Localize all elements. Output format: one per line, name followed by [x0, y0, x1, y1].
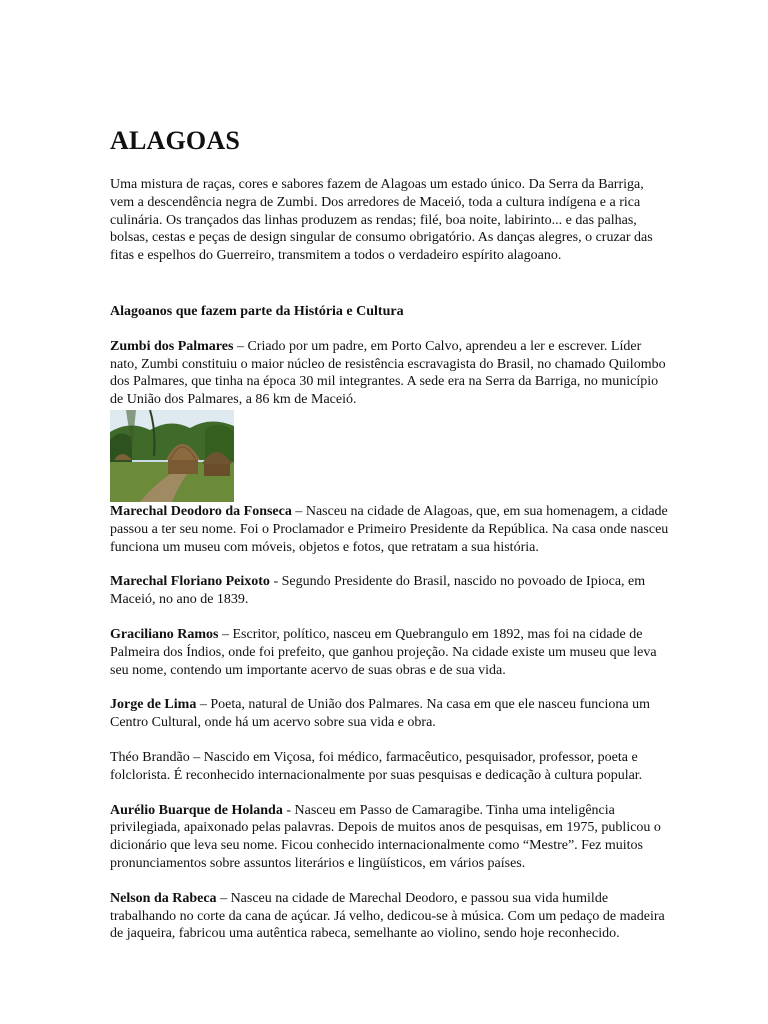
entry-text: – Nasceu na cidade de Alagoas, que, em sua homenagem, a cidade passou a ter seu nome. Foi o Proclamador e Primeiro Presidente da República. Na casa onde nasceu funciona um museu com móveis, objetos e fotos, que retratam a sua história. — [110, 503, 669, 555]
entry-aurelio — [110, 802, 670, 873]
section-heading: Alagoanos que fazem parte da História e Cultura — [110, 303, 404, 319]
entry-text: – Poeta, natural de União dos Palmares. Na casa em que ele nasceu funciona um Centro Cultural, onde há um acervo sobre sua vida e obra. — [110, 697, 651, 731]
entry-nelson — [110, 890, 670, 943]
entry-text: - Segundo Presidente do Brasil, nascido no povoado de Ipioca, em Maceió, no ano de 1839. — [110, 574, 646, 608]
entry-name: Marechal Floriano Peixoto — [110, 574, 270, 590]
entry-text: - Nasceu em Passo de Camaragibe. Tinha uma inteligência privilegiada, apaixonado pelas palavras. Depois de muitos anos de pesquisas, em 1975, publicou o dicionário que leva seu nome. Ficou conhecido internacionalmente como “Mestre”. Fez muitos pronunciamentos sobre assuntos literários e lingüísticos, em vários países. — [110, 802, 661, 871]
entry-floriano — [110, 573, 670, 609]
entry-text: – Nasceu na cidade de Marechal Deodoro, e passou sua vida humilde trabalhando no corte da cana de açúcar. Já velho, dedicou-se à música. Com um pedaço de madeira de jaqueira, fabricou uma autêntica rabeca, semelhante ao violino, sendo hoje reconhecido. — [110, 890, 665, 942]
page-title: ALAGOAS — [110, 126, 240, 155]
entry-jorge-de-lima — [110, 696, 670, 732]
quilombo-huts-photo — [110, 410, 234, 502]
entry-zumbi — [110, 338, 670, 409]
entry-deodoro — [110, 503, 670, 556]
entry-graciliano — [110, 626, 670, 679]
intro-paragraph: Uma mistura de raças, cores e sabores fazem de Alagoas um estado único. Da Serra da Barriga, vem a descendência negra de Zumbi. Dos arredores de Maceió, toda a cultura indígena e a rica culinária. Os trançados das linhas produzem as rendas; filé, boa noite, labirinto... e das palhas, bolsas, cestas e peças de design singular de consumo obrigatório. As danças alegres, o cruzar das fitas e espelhos do Guerreiro, transmitem a todos o verdadeiro espírito alagoano. — [110, 177, 653, 264]
entry-name: Marechal Deodoro da Fonseca — [110, 503, 292, 519]
entry-name: Zumbi dos Palmares — [110, 338, 234, 354]
entry-text: – Escritor, político, nasceu em Quebrangulo em 1892, mas foi na cidade de Palmeira dos Índios, onde foi prefeito, que ganhou projeção. Na cidade existe um museu que leva seu nome, contendo um importante acervo de suas obras e de sua vida. — [110, 626, 657, 678]
entry-name: Jorge de Lima — [110, 697, 197, 713]
entry-name: Nelson da Rabeca — [110, 890, 217, 906]
entry-name: Aurélio Buarque de Holanda — [110, 802, 283, 818]
document-page — [110, 124, 670, 943]
entry-text: Théo Brandão – Nascido em Viçosa, foi médico, farmacêutico, pesquisador, professor, poeta e folclorista. É reconhecido internacionalmente por suas pesquisas e dedicação à cultura popular. — [110, 749, 643, 783]
entry-name: Graciliano Ramos — [110, 626, 219, 642]
entry-theo-brandao — [110, 749, 670, 785]
entry-text: – Criado por um padre, em Porto Calvo, aprendeu a ler e escrever. Líder nato, Zumbi constituiu o maior núcleo de resistência escravagista do Brasil, no chamado Quilombo dos Palmares, que tinha na época 30 mil integrantes. A sede era na Serra da Barriga, no município de União dos Palmares, a 86 km de Maceió. — [110, 338, 666, 408]
